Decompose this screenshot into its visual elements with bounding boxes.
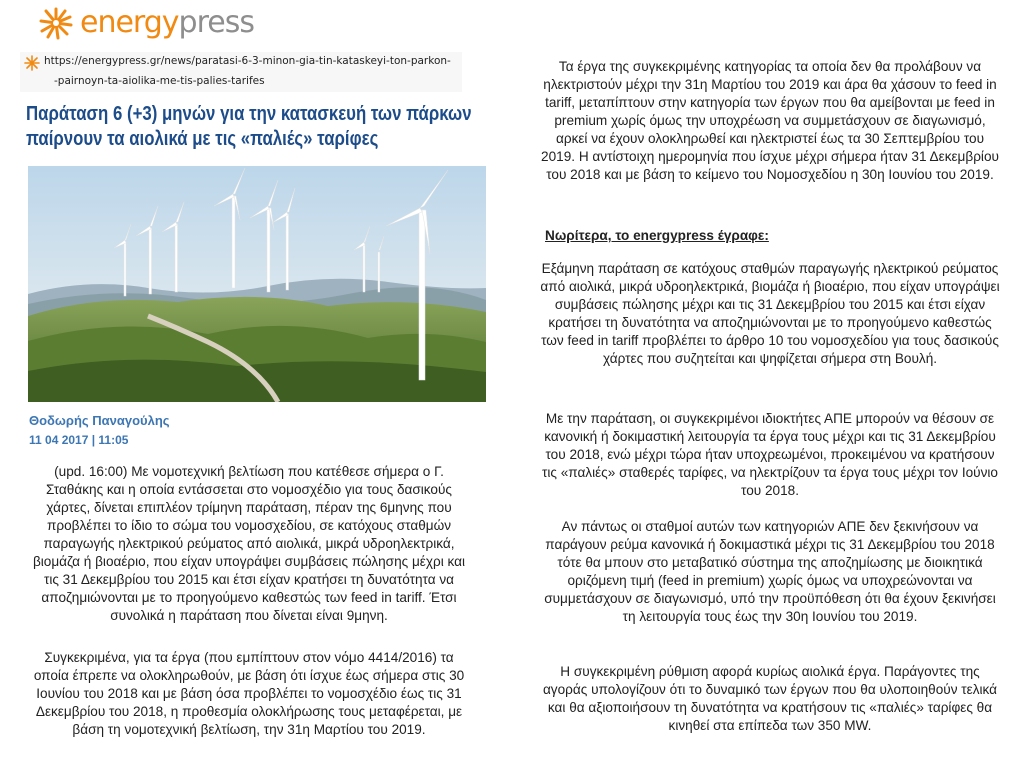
article-title: Παράταση 6 (+3) μηνών για την κατασκευή των πάρκων παίρνουν τα αιολικά με τις «παλιές» ταρίφες (26, 103, 472, 150)
site-favicon-icon (24, 55, 40, 71)
right-paragraph-2: Με την παράταση, οι συγκεκριμένοι ιδιοκτήτες ΑΠΕ μπορούν να θέσουν σε κανονική ή δοκιμαστική λειτουργία τα έργα τους μέχρι και τις 31 Δεκεμβρίου του 2018, ενώ μέχρι τώρα ήταν υποχρεωμένοι, προκειμένου να κρατήσουν τις «παλιές» σταθερές ταρίφες, να ηλεκτρίζουν τα έργα τους μέχρι τον Ιούνιο του 2018. (541, 411, 998, 498)
right-paragraph-1: Εξάμηνη παράταση σε κατόχους σταθμών παραγωγής ηλεκτρικού ρεύματος από αιολικά, μικρά υδροηλεκτρικά, βιομάζα ή βιοαέριο, που είχαν υπογράψει συμβάσεις πώλησης μέχρι και τις 31 Δεκεμβρίου του 2015 και έτσι είχαν κρατήσει τη δυνατότητα να αποζημιώνονται με το προηγούμενο καθεστώς των feed in tariff προβλέπει το άρθρο 10 του νομοσχεδίου για τους δασικούς χάρτες που συζητείται και ψηφίζεται σήμερα στη Βουλή. (540, 261, 1000, 366)
sunburst-logo-icon (38, 6, 76, 40)
logo-wordmark (80, 6, 254, 40)
article-photo (28, 166, 486, 402)
right-paragraph-intro: Τα έργα της συγκεκριμένης κατηγορίας τα οποία δεν θα προλάβουν να ηλεκτριστούν μέχρι την 31η Μαρτίου του 2019 και άρα θα χάσουν το feed in tariff, μεταπίπτουν στην κατηγορία των έργων που θα αμείβονται με feed in premium χωρίς όμως την υποχρέωση να συμμετάσχουν σε διαγωνισμό, αρκεί να έχουν ολοκληρωθεί και ηλεκτριστεί έως τα 30 Σεπτεμβρίου του 2019. Η αντίστοιχη ημερομηνία που ίσχυε μέχρι σήμερα ήταν 31 Δεκεμβρίου του 2018 και με βάση το κείμενο του Νομοσχεδίου η 30η Ιουνίου του 2019. (541, 59, 999, 182)
article-date: 11 04 2017 | 11:05 (29, 433, 129, 447)
right-paragraph-3: Αν πάντως οι σταθμοί αυτών των κατηγοριών ΑΠΕ δεν ξεκινήσουν να παράγουν ρεύμα κανονικά ή δοκιμαστικά μέχρι τις 31 Δεκεμβρίου του 2018 τότε θα μπουν στο μεταβατικό σύστημα της αποζημίωσης με διοικητικά οριζόμενη τιμή (feed in premium) χωρίς όμως να υποχρεώνονται να συμμετάσχουν σε διαγωνισμό, υπό την προϋπόθεση ότι θα έχουν ξεκινήσει τη λειτουργία τους έως την 30η Ιουνίου του 2019. (544, 519, 996, 624)
logo-word-energy: energy (80, 5, 179, 40)
earlier-article-heading: Νωρίτερα, το energypress έγραφε: (545, 228, 769, 243)
article-author[interactable]: Θοδωρής Παναγούλης (29, 413, 170, 428)
url-line-2[interactable]: -pairnoyn-ta-aiolika-me-tis-palies-tarifes (54, 75, 265, 87)
source-url[interactable] (20, 52, 462, 92)
url-line-1[interactable]: https://energypress.gr/news/paratasi-6-3-minon-gia-tin-kataskeyi-ton-parkon- (44, 55, 451, 67)
left-paragraph-1: (upd. 16:00) Με νομοτεχνική βελτίωση που κατέθεσε σήμερα ο Γ. Σταθάκης και η οποία εντάσσεται στο νομοσχέδιο για τους δασικούς χάρτες, δίνεται επιπλέον τρίμηνη παράταση, πέραν της 6μηνης που προβλέπει το ίδιο το σώμα του νομοσχεδίου, σε κατόχους σταθμών παραγωγής ηλεκτρικού ρεύματος από αιολικά, μικρά υδροηλεκτρικά, βιομάζα ή βιοαέριο, που είχαν υπογράψει συμβάσεις πώλησης μέχρι και τις 31 Δεκεμβρίου του 2015 και έτσι είχαν κρατήσει τη δυνατότητα να αποζημιώνονται με το προηγούμενο καθεστώς των feed in tariff. Έτσι συνολικά η παράταση που δίνεται είναι 9μηνη. (32, 464, 466, 623)
site-logo[interactable] (38, 6, 254, 40)
logo-word-press: press (178, 5, 254, 40)
left-paragraph-2: Συγκεκριμένα, για τα έργα (που εμπίπτουν στον νόμο 4414/2016) τα οποία έπρεπε να ολοκληρωθούν, με βάση ότι ίσχυε έως σήμερα στις 30 Ιουνίου του 2018 και με βάση όσα προβλέπει το νομοσχέδιο έως τις 31 Δεκεμβρίου του 2018, η προθεσμία ολοκλήρωσης τους μεταφέρεται, με βάση τη νομοτεχνική βελτίωση, την 31η Μαρτίου του 2019. (33, 650, 465, 737)
right-paragraph-4: Η συγκεκριμένη ρύθμιση αφορά κυρίως αιολικά έργα. Παράγοντες της αγοράς υπολογίζουν ότι το δυναμικό των έργων που θα υλοποιηθούν τελικά και θα αξιοποιήσουν τη δυνατότητα να κρατήσουν τις «παλιές» ταρίφες θα κινηθεί στα επίπεδα των 350 MW. (542, 664, 998, 733)
